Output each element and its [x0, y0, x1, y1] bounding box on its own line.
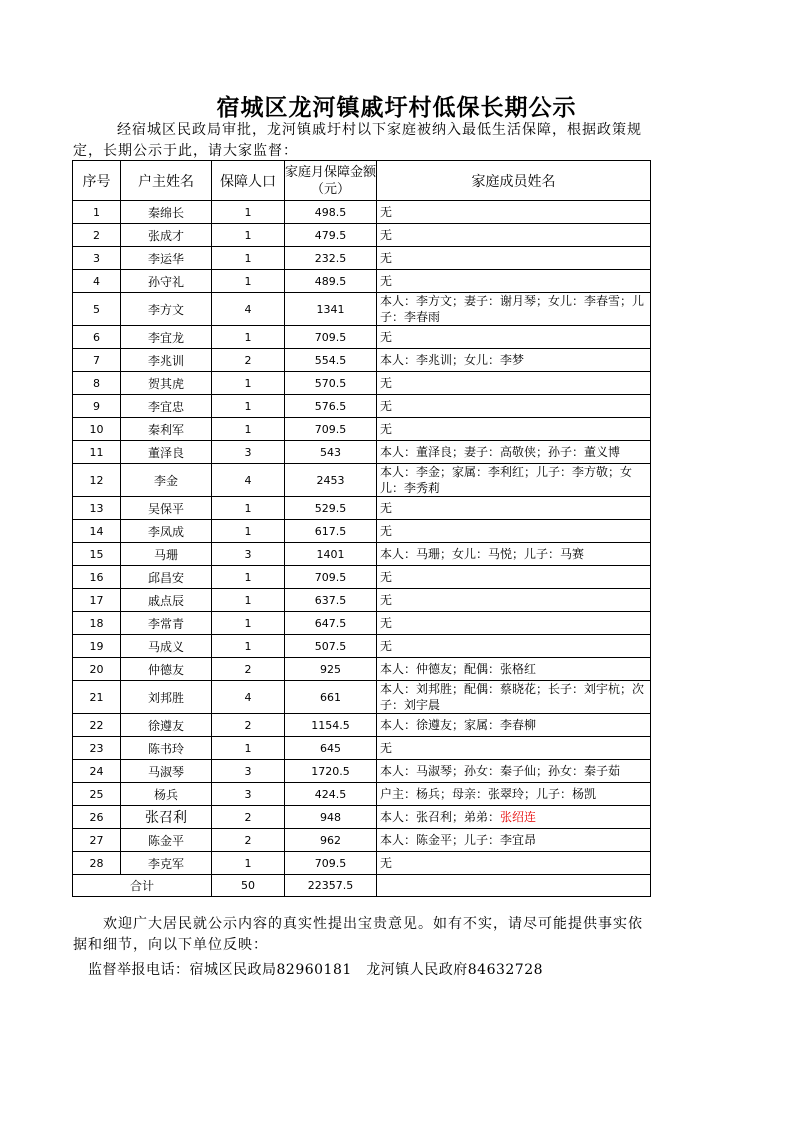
- row-people: 2: [212, 829, 285, 852]
- row-index: 14: [73, 520, 121, 543]
- row-head-name: 李宜龙: [121, 326, 212, 349]
- row-head-name: 李克军: [121, 852, 212, 875]
- row-amount: 709.5: [285, 566, 377, 589]
- row-index: 1: [73, 201, 121, 224]
- row-amount: 2453: [285, 464, 377, 497]
- row-index: 17: [73, 589, 121, 612]
- row-head-name: 秦利军: [121, 418, 212, 441]
- row-index: 5: [73, 293, 121, 326]
- header-members: 家庭成员姓名: [377, 161, 651, 201]
- total-amount: 22357.5: [285, 875, 377, 897]
- row-index: 10: [73, 418, 121, 441]
- row-head-name: 徐遵友: [121, 714, 212, 737]
- table-row: [73, 760, 651, 783]
- row-index: 11: [73, 441, 121, 464]
- row-people: 1: [212, 418, 285, 441]
- row-amount: 570.5: [285, 372, 377, 395]
- row-amount: 925: [285, 658, 377, 681]
- row-index: 27: [73, 829, 121, 852]
- row-people: 4: [212, 464, 285, 497]
- intro-paragraph: 经宿城区民政局审批，龙河镇戚圩村以下家庭被纳入最低生活保障，根据政策规定，长期公示于此，请大家监督：: [73, 122, 642, 159]
- row-index: 28: [73, 852, 121, 875]
- total-people: 50: [212, 875, 285, 897]
- row-head-name: 马珊: [121, 543, 212, 566]
- row-people: 3: [212, 760, 285, 783]
- row-members: 本人：刘邦胜；配偶：蔡晓花；长子：刘宇杭；次子：刘宇晨: [377, 681, 651, 714]
- row-people: 1: [212, 612, 285, 635]
- row-index: 18: [73, 612, 121, 635]
- row-index: 15: [73, 543, 121, 566]
- highlighted-member-name: 张绍连: [500, 810, 537, 824]
- row-index: 23: [73, 737, 121, 760]
- row-amount: 645: [285, 737, 377, 760]
- row-people: 1: [212, 201, 285, 224]
- row-amount: 529.5: [285, 497, 377, 520]
- row-head-name: 李常青: [121, 612, 212, 635]
- row-amount: 554.5: [285, 349, 377, 372]
- row-head-name: 邱昌安: [121, 566, 212, 589]
- row-index: 3: [73, 247, 121, 270]
- row-people: 1: [212, 395, 285, 418]
- row-people: 3: [212, 783, 285, 806]
- row-index: 2: [73, 224, 121, 247]
- row-amount: 232.5: [285, 247, 377, 270]
- row-head-name: 秦绵长: [121, 201, 212, 224]
- row-members: 无: [377, 201, 651, 224]
- row-index: 9: [73, 395, 121, 418]
- row-head-name: 陈书玲: [121, 737, 212, 760]
- row-members: 无: [377, 589, 651, 612]
- row-members: 本人：董泽良；妻子：高敬侠；孙子：董义博: [377, 441, 651, 464]
- table-row: [73, 852, 651, 875]
- row-people: 1: [212, 224, 285, 247]
- table-row: [73, 635, 651, 658]
- row-members: 无: [377, 612, 651, 635]
- row-members: 无: [377, 395, 651, 418]
- row-amount: 1154.5: [285, 714, 377, 737]
- table-row: [73, 737, 651, 760]
- row-head-name: 李兆训: [121, 349, 212, 372]
- row-index: 7: [73, 349, 121, 372]
- row-members: 本人：徐遵友；家属：李春柳: [377, 714, 651, 737]
- table-row: [73, 201, 651, 224]
- row-amount: 637.5: [285, 589, 377, 612]
- row-people: 1: [212, 520, 285, 543]
- row-head-name: 张召利: [121, 806, 212, 829]
- table-row: [73, 441, 651, 464]
- header-amount: 家庭月保障金额（元）: [285, 161, 377, 201]
- row-index: 4: [73, 270, 121, 293]
- row-members: 本人：陈金平；儿子：李宜昂: [377, 829, 651, 852]
- table-row: [73, 566, 651, 589]
- table-row: [73, 681, 651, 714]
- row-members: 无: [377, 520, 651, 543]
- row-amount: 709.5: [285, 852, 377, 875]
- row-head-name: 李宜忠: [121, 395, 212, 418]
- table-row: [73, 806, 651, 829]
- row-head-name: 张成才: [121, 224, 212, 247]
- row-people: 3: [212, 543, 285, 566]
- row-members: 本人：李方文；妻子：谢月琴；女儿：李春雪；儿子：李春雨: [377, 293, 651, 326]
- row-people: 1: [212, 589, 285, 612]
- row-members: 无: [377, 635, 651, 658]
- row-head-name: 孙守礼: [121, 270, 212, 293]
- row-head-name: 吴保平: [121, 497, 212, 520]
- table-row: [73, 543, 651, 566]
- row-amount: 424.5: [285, 783, 377, 806]
- row-members: 无: [377, 224, 651, 247]
- row-people: 1: [212, 372, 285, 395]
- row-people: 2: [212, 806, 285, 829]
- row-members: 本人：马珊；女儿：马悦；儿子：马赛: [377, 543, 651, 566]
- table-row: [73, 829, 651, 852]
- row-head-name: 董泽良: [121, 441, 212, 464]
- row-amount: 709.5: [285, 326, 377, 349]
- table-row: [73, 520, 651, 543]
- row-index: 24: [73, 760, 121, 783]
- row-index: 21: [73, 681, 121, 714]
- row-head-name: 刘邦胜: [121, 681, 212, 714]
- row-head-name: 李金: [121, 464, 212, 497]
- row-people: 1: [212, 852, 285, 875]
- row-amount: 1401: [285, 543, 377, 566]
- table-row: [73, 612, 651, 635]
- table-header-row: [73, 161, 651, 201]
- row-head-name: 李运华: [121, 247, 212, 270]
- table-row: [73, 714, 651, 737]
- row-amount: 489.5: [285, 270, 377, 293]
- total-members-empty: [377, 875, 651, 897]
- row-people: 2: [212, 714, 285, 737]
- row-people: 1: [212, 566, 285, 589]
- row-index: 22: [73, 714, 121, 737]
- row-index: 12: [73, 464, 121, 497]
- table-row: [73, 395, 651, 418]
- row-members: 无: [377, 852, 651, 875]
- row-people: 4: [212, 293, 285, 326]
- row-amount: 948: [285, 806, 377, 829]
- table-row: [73, 658, 651, 681]
- row-members: 本人：李金；家属：李利红；儿子：李方敬；女儿：李秀莉: [377, 464, 651, 497]
- row-head-name: 李凤成: [121, 520, 212, 543]
- row-amount: 479.5: [285, 224, 377, 247]
- row-members: 本人：张召利；弟弟：张绍连: [377, 806, 651, 829]
- total-label: 合计: [73, 875, 212, 897]
- row-members: 无: [377, 418, 651, 441]
- row-index: 20: [73, 658, 121, 681]
- row-people: 3: [212, 441, 285, 464]
- table-body: [73, 201, 651, 875]
- table-row: [73, 418, 651, 441]
- page-title: 宿城区龙河镇戚圩村低保长期公示: [216, 94, 577, 121]
- header-head-name: 户主姓名: [121, 161, 212, 201]
- row-head-name: 贺其虎: [121, 372, 212, 395]
- row-people: 1: [212, 737, 285, 760]
- row-index: 13: [73, 497, 121, 520]
- outro-paragraph: 欢迎广大居民就公示内容的真实性提出宝贵意见。如有不实，请尽可能提供事实依据和细节，向以下单位反映：: [73, 916, 643, 953]
- row-members: 本人：马淑琴；孙女：秦子仙；孙女：秦子茹: [377, 760, 651, 783]
- row-amount: 576.5: [285, 395, 377, 418]
- table-row: [73, 326, 651, 349]
- row-members: 无: [377, 247, 651, 270]
- table-row: [73, 497, 651, 520]
- row-members: 本人：李兆训；女儿：李梦: [377, 349, 651, 372]
- row-head-name: 马淑琴: [121, 760, 212, 783]
- row-amount: 507.5: [285, 635, 377, 658]
- table-row: [73, 270, 651, 293]
- row-amount: 498.5: [285, 201, 377, 224]
- row-head-name: 仲德友: [121, 658, 212, 681]
- row-amount: 1720.5: [285, 760, 377, 783]
- row-members: 无: [377, 737, 651, 760]
- row-amount: 709.5: [285, 418, 377, 441]
- table-row: [73, 224, 651, 247]
- row-people: 1: [212, 247, 285, 270]
- header-index: 序号: [73, 161, 121, 201]
- row-people: 1: [212, 270, 285, 293]
- row-members: 户主：杨兵；母亲：张翠玲；儿子：杨凯: [377, 783, 651, 806]
- row-head-name: 杨兵: [121, 783, 212, 806]
- row-members: 无: [377, 497, 651, 520]
- contact-line: 监督举报电话：宿城区民政局82960181 龙河镇人民政府84632728: [88, 962, 544, 978]
- row-members: 本人：仲德友；配偶：张格红: [377, 658, 651, 681]
- table-row: [73, 783, 651, 806]
- table-row: [73, 372, 651, 395]
- row-members: 无: [377, 372, 651, 395]
- row-index: 26: [73, 806, 121, 829]
- row-amount: 543: [285, 441, 377, 464]
- row-members: 无: [377, 326, 651, 349]
- row-people: 2: [212, 349, 285, 372]
- row-amount: 617.5: [285, 520, 377, 543]
- row-head-name: 李方文: [121, 293, 212, 326]
- row-index: 16: [73, 566, 121, 589]
- row-amount: 661: [285, 681, 377, 714]
- row-people: 4: [212, 681, 285, 714]
- row-index: 8: [73, 372, 121, 395]
- table-row: [73, 349, 651, 372]
- row-people: 1: [212, 326, 285, 349]
- row-amount: 1341: [285, 293, 377, 326]
- table-row: [73, 293, 651, 326]
- table-row: [73, 464, 651, 497]
- row-people: 1: [212, 635, 285, 658]
- row-amount: 962: [285, 829, 377, 852]
- row-index: 6: [73, 326, 121, 349]
- row-amount: 647.5: [285, 612, 377, 635]
- row-people: 2: [212, 658, 285, 681]
- row-head-name: 马成义: [121, 635, 212, 658]
- row-head-name: 陈金平: [121, 829, 212, 852]
- total-row: [73, 875, 651, 897]
- row-head-name: 戚点辰: [121, 589, 212, 612]
- row-members: 无: [377, 566, 651, 589]
- header-people: 保障人口: [212, 161, 285, 201]
- row-members: 无: [377, 270, 651, 293]
- row-index: 25: [73, 783, 121, 806]
- table-row: [73, 247, 651, 270]
- table-row: [73, 589, 651, 612]
- row-people: 1: [212, 497, 285, 520]
- assistance-table: [72, 160, 651, 897]
- row-index: 19: [73, 635, 121, 658]
